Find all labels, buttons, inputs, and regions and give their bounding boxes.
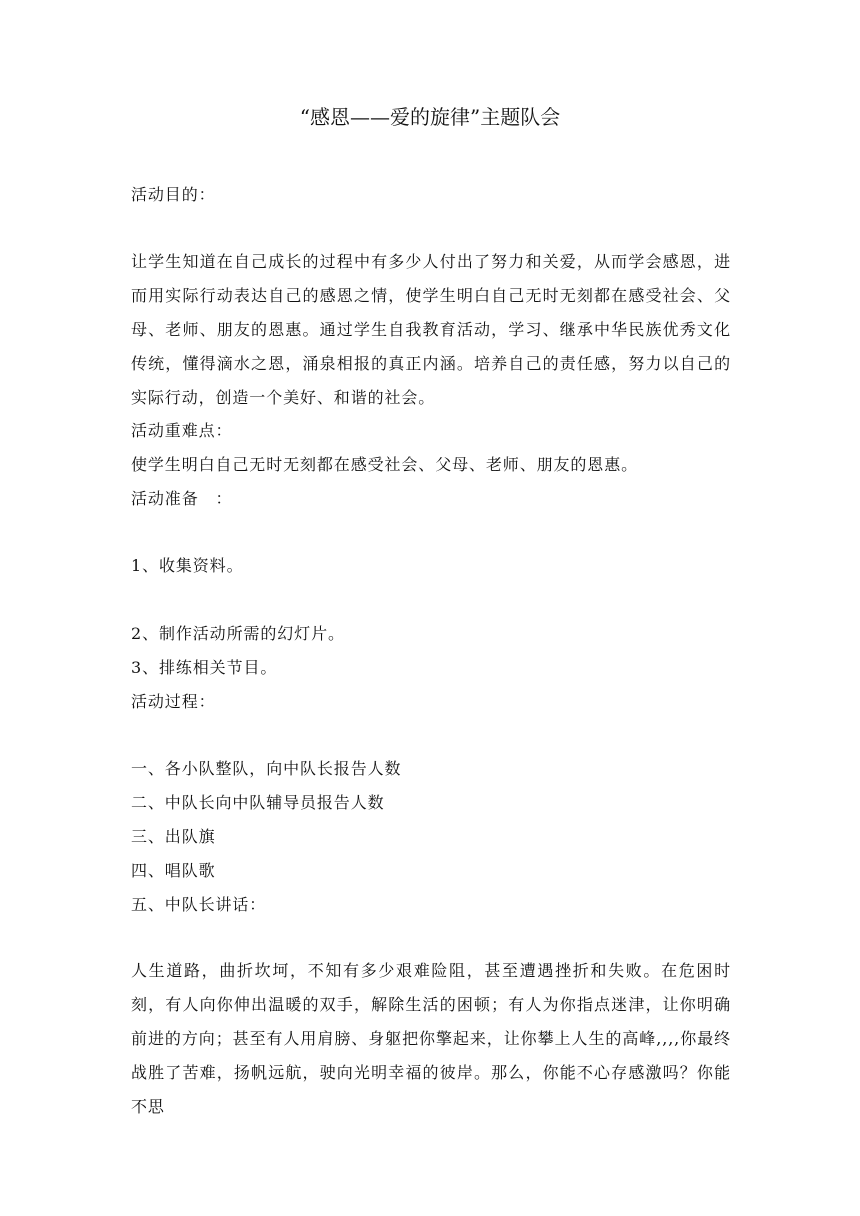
preparation-item: 2、制作活动所需的幻灯片。: [131, 624, 345, 643]
purpose-heading: 活动目的：: [131, 185, 216, 204]
key-points-heading: 活动重难点：: [131, 421, 233, 440]
process-item: 四、唱队歌: [131, 861, 216, 880]
speech-paragraph: 人生道路，曲折坎坷，不知有多少艰难险阻，甚至遭遇挫折和失败。在危困时刻，有人向你伸出温暖的双手，解除生活的困顿；有人为你指点迷津，让你明确前进的方向；甚至有人用肩膀、身躯把你擎起来，让你攀上人生的高峰,,,,你最终战胜了苦难，扬帆远航，驶向光明幸福的彼岸。那么，你能不心存感激吗？你能不思: [131, 961, 731, 1116]
process-heading: 活动过程：: [131, 692, 216, 711]
process-item: 二、中队长向中队辅导员报告人数: [131, 793, 385, 812]
document-title: “感恩——爱的旋律”主题队会: [299, 105, 561, 129]
process-item: 五、中队长讲话：: [131, 895, 267, 914]
preparation-heading: 活动准备 ：: [131, 489, 233, 508]
process-item: 三、出队旗: [131, 827, 216, 846]
preparation-item: 1、收集资料。: [131, 556, 244, 575]
key-points-text: 使学生明白自己无时无刻都在感受社会、父母、老师、朋友的恩惠。: [131, 455, 639, 474]
purpose-paragraph: 让学生知道在自己成长的过程中有多少人付出了努力和关爱，从而学会感恩，进而用实际行动表达自己的感恩之情，使学生明白自己无时无刻都在感受社会、父母、老师、朋友的恩惠。通过学生自我教育活动，学习、继承中华民族优秀文化传统，懂得滴水之恩，涌泉相报的真正内涵。培养自己的责任感，努力以自己的实际行动，创造一个美好、和谐的社会。: [131, 252, 731, 407]
preparation-item: 3、排练相关节目。: [131, 658, 278, 677]
process-item: 一、各小队整队，向中队长报告人数: [131, 759, 402, 778]
